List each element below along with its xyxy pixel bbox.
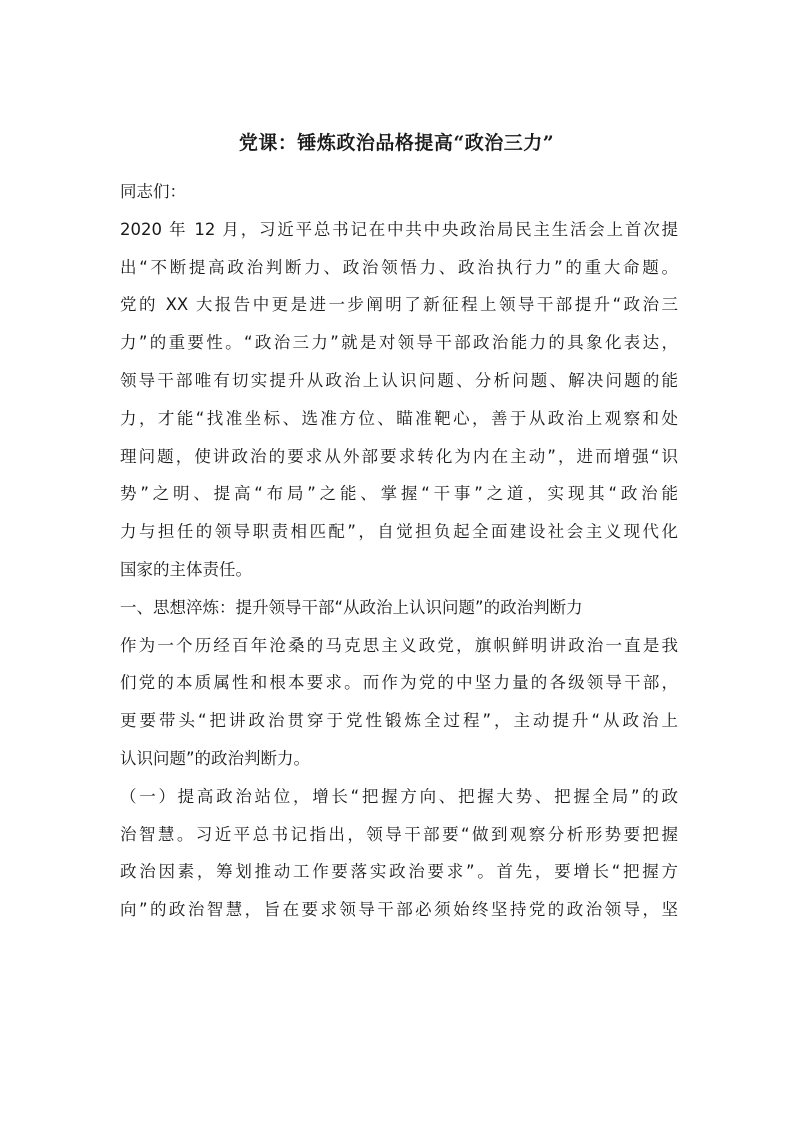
document-body bbox=[120, 173, 678, 929]
section-heading: 一、思想淬炼：提升领导干部“从政治上认识问题”的政治判断力 bbox=[120, 597, 583, 617]
intro-paragraph bbox=[120, 211, 678, 589]
document-title: 党课：锤炼政治品格提高“政治三力” bbox=[238, 132, 555, 154]
text-line: 国家的主体责任。 bbox=[120, 559, 252, 579]
text-line: 作为一个历经百年沧桑的马克思主义政党，旗帜鲜明讲政治一直是我 bbox=[120, 635, 678, 655]
text-line: 2020 年 12 月，习近平总书记在中共中央政治局民主生活会上首次提 bbox=[120, 219, 678, 239]
text-line: 向”的政治智慧，旨在要求领导干部必须始终坚持党的政治领导，坚 bbox=[120, 900, 678, 920]
text-line: 领导干部唯有切实提升从政治上认识问题、分析问题、解决问题的能 bbox=[120, 370, 678, 390]
text-line: 更要带头“把讲政治贯穿于党性锻炼全过程”，主动提升“从政治上 bbox=[120, 711, 678, 731]
salutation: 同志们： bbox=[120, 182, 186, 201]
text-line: 们党的本质属性和根本要求。而作为党的中坚力量的各级领导干部， bbox=[120, 673, 678, 693]
section1-paragraph bbox=[120, 627, 678, 778]
text-line: 治智慧。习近平总书记指出，领导干部要“做到观察分析形势要把握 bbox=[120, 824, 678, 844]
text-line: 政治因素，筹划推动工作要落实政治要求”。首先，要增长“把握方 bbox=[120, 862, 678, 882]
text-line: 认识问题”的政治判断力。 bbox=[120, 748, 311, 768]
text-line: 力与担任的领导职责相匹配”，自觉担负起全面建设社会主义现代化 bbox=[120, 522, 678, 542]
text-line: 力，才能“找准坐标、选准方位、瞄准靶心，善于从政治上观察和处 bbox=[120, 408, 678, 428]
text-line: 出“不断提高政治判断力、政治领悟力、政治执行力”的重大命题。 bbox=[120, 257, 678, 277]
text-line: 党的 XX 大报告中更是进一步阐明了新征程上领导干部提升“政治三 bbox=[120, 295, 678, 315]
text-line: 力”的重要性。“政治三力”就是对领导干部政治能力的具象化表达， bbox=[120, 333, 678, 353]
text-line: 理问题，使讲政治的要求从外部要求转化为内在主动”，进而增强“识 bbox=[120, 446, 678, 466]
text-line: （一）提高政治站位，增长“把握方向、把握大势、把握全局”的政 bbox=[120, 786, 678, 806]
subsection1-paragraph bbox=[120, 778, 678, 929]
text-line: 势”之明、提高“布局”之能、掌握“干事”之道，实现其“政治能 bbox=[120, 484, 678, 504]
